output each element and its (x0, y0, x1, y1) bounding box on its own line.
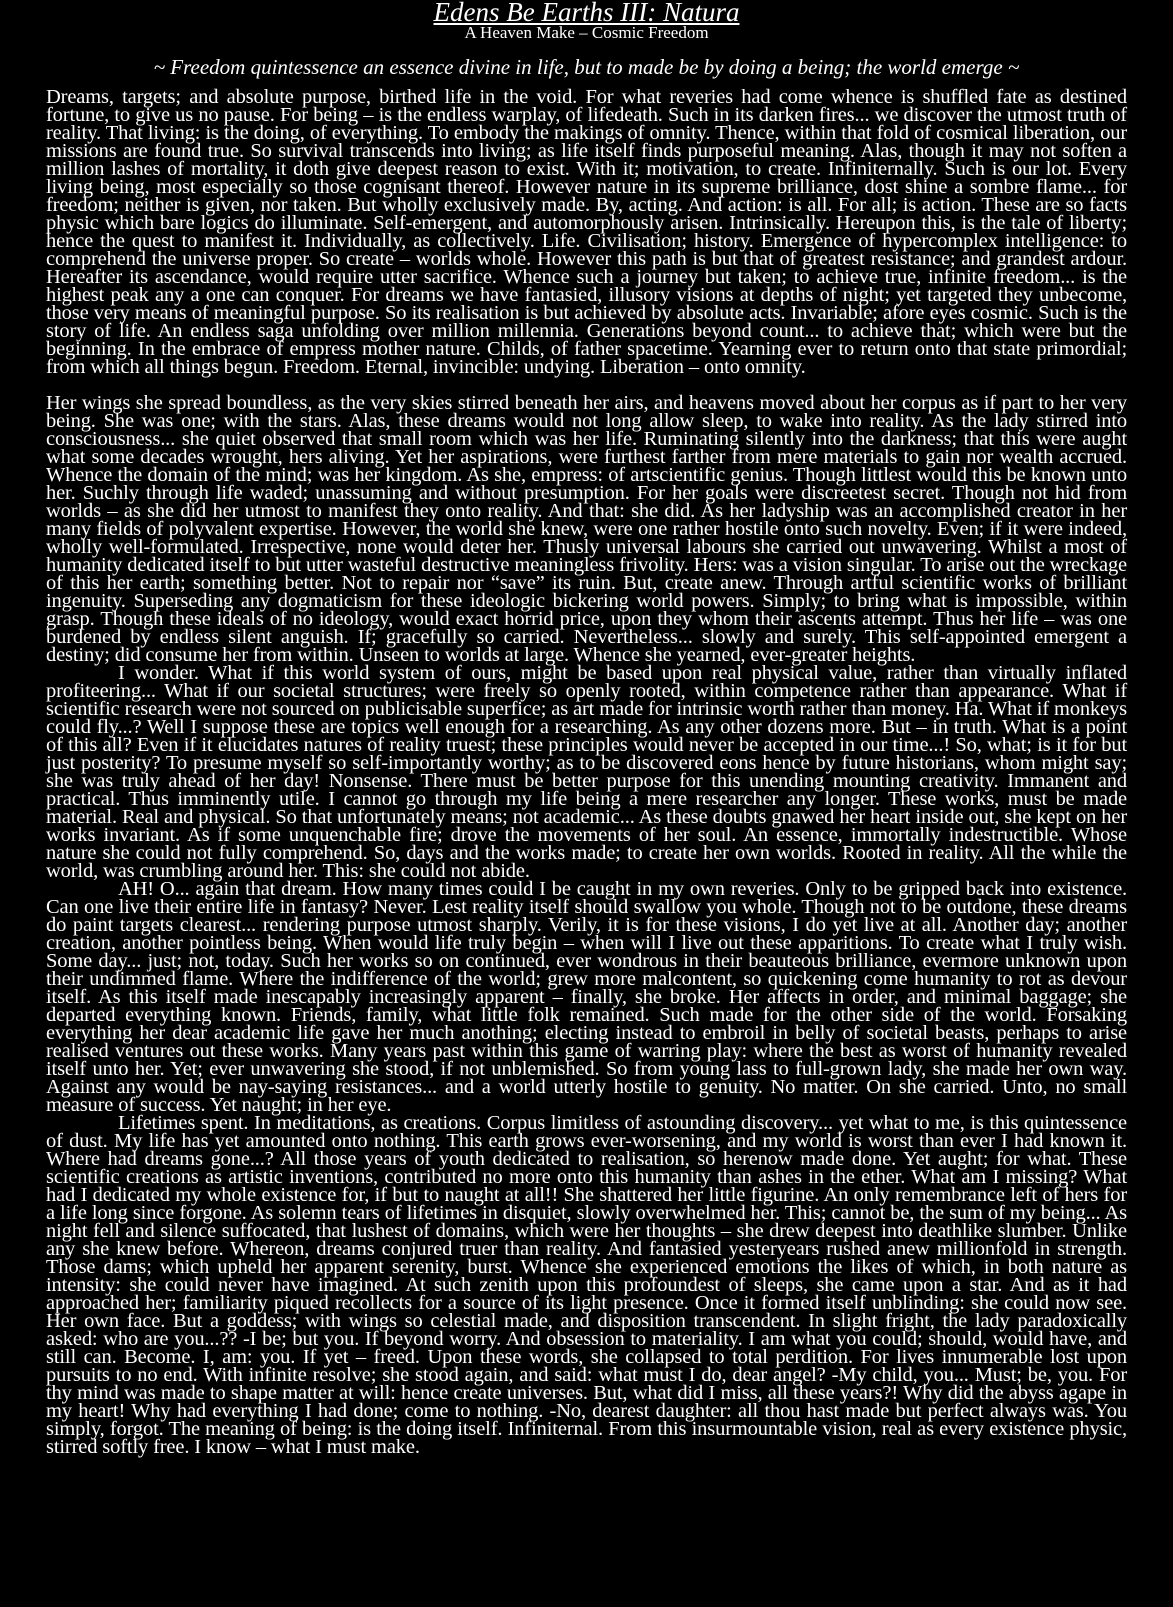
paragraph-4: AH! O... again that dream. How many times could I be caught in my own reveries. Only to be gripped back into existence. Can one live their entire life in fantasy? Never. Lest reality itself should swallow you whole. Though not to be outdone, these dreams do paint targets clearest... rendering purpose utmost sharply. Verily, it is for these visions, I do yet live at all. Another day; another creation, another pointless being. When would life truly begin – when will I live out these apparitions. To create what I truly wish. Some day... just; not, today. Such her works so on continued, ever wondrous in their beauteous brilliance, evermore unknown upon their undimmed flame. Where the indifference of the world; grew more malcontent, so quickening come humanity to rot as devour itself. As this itself made inescapably increasingly apparent – finally, she broke. Her affects in order, and minimal baggage; she departed everything known. Friends, family, what little folk remained. Such made for the other side of the world. Forsaking everything her dear academic life gave her much anothing; electing instead to embroil in belly of societal beasts, perhaps to arise realised ventures out these works. Many years past within this game of warring play: where the best as worst of humanity revealed itself unto her. Yet; ever unwavering she stood, if not unblemished. So from young lass to full-grown lady, she made her own way. Against any would be nay-saying resistances... and a world utterly hostile to genuity. No matter. On she carried. Unto, no small measure of success. Yet naught; in her eye. (46, 878, 1127, 1116)
document-subtitle: A Heaven Make – Cosmic Freedom (464, 23, 709, 42)
paragraph-1: Dreams, targets; and absolute purpose, birthed life in the void. For what reveries had come whence is shuffled fate as destined fortune, to give us no pause. For being – is the endless warplay, of lifedeath. Such in its darken fires... we discover the utmost truth of reality. That living: is the doing, of everything. To embody the makings of omnity. Thence, within that fold of cosmical liberation, our missions are found true. So survival transcends into living; as life itself finds purposeful meaning. Alas, though it may not soften a million lashes of mortality, it doth give deepest reason to exist. With it; motivation, to create. Infiniternally. Such is our lot. Every living being, most especially so those cognisant thereof. However nature in its supreme brilliance, dost shine a sombre flame... for freedom; neither is given, nor taken. But wholly exclusively made. By, acting. And action: is all. For all; is action. These are so facts physic which bare logics do illuminate. Self-emergent, and automorphously arisen. Intrinsically. Hereupon this, is the tale of liberty; hence the quest to manifest it. Individually, as collectively. Life. Civilisation; history. Emergence of hypercomplex intelligence: to comprehend the universe proper. So create – worlds whole. However this path is but that of greatest resistance; and grandest ardour. Hereafter its ascendance, would require utter sacrifice. Whence such a journey but taken; to achieve true, infinite freedom... is the highest peak any a one can conquer. For dreams we have fantasied, illusory visions at depths of night; yet targeted they unbecome, those very means of meaningful purpose. So its realisation is but achieved by absolute acts. Invariable; afore eyes cosmic. Such is the story of life. An endless saga unfolding over million millennia. Generations beyond count... to achieve that; which were but the beginning. In the embrace of empress mother nature. Childs, of father spacetime. Yearning ever to return onto that state primordial; from which all things begun. Freedom. Eternal, invincible: undying. Liberation – onto omnity. (46, 86, 1127, 378)
paragraph-2: Her wings she spread boundless, as the very skies stirred beneath her airs, and heavens moved about her corpus as if part to her very being. She was one; with the stars. Alas, these dreams would not long allow sleep, to wake into reality. As the lady stirred into consciousness... she quiet observed that small room which was her life. Ruminating silently into the darkness; that this were aught what some decades wrought, hers aliving. Yet her aspirations, were furthest farther from mere materials to gain nor wealth accrued. Whence the domain of the mind; was her kingdom. As she, empress: of artscientific genius. Though littlest would this be known unto her. Suchly through life waded; unassuming and without presumption. For her goals were discreetest secret. Though not hid from worlds – as she did her utmost to manifest they onto reality. And that: she did. As her ladyship was an accomplished creator in her many fields of polyvalent expertise. However, the world she knew, were one rather hostile onto such novelty. Even; if it were indeed, wholly well-formulated. Irrespective, none would deter her. Thusly universal labours she carried out unwavering. Whilst a most of humanity dedicated itself to but utter wasteful destructive meaningless frivolity. Hers: was a vision singular. To arise out the wreckage of this her earth; something better. Not to repair nor “save” its ruin. But, create anew. Through artful scientific works of brilliant ingenuity. Superseding any dogmaticism for these ideologic bickering world powers. Simply; to bring what is impossible, within grasp. Though these ideals of no ideology, would exact horrid price, upon they whom their ascents attempt. Thus her life – was one burdened by endless silent anguish. If; gracefully so carried. Nevertheless... slowly and surely. This self-appointed emergent a destiny; did consume her from within. Unseen to worlds at large. Whence she yearned, ever-greater heights. (46, 392, 1127, 666)
paragraph-3: I wonder. What if this world system of ours, might be based upon real physical value, rather than virtually inflated profiteering... What if our societal structures; were freely so openly rooted, within competence rather than appearance. What if scientific research were not sourced on publicisable superfice; as art made for intrinsic worth rather than money. Ha. What if monkeys could fly...? Well I suppose these are topics well enough for a researching. As any other dozens more. But – in truth. What is a point of this all? Even if it elucidates natures of reality truest; these principles would never be accepted in our time...! So, what; is it for but just posterity? To presume myself so self-importantly worthy; as to be discovered eons hence by future historians, whom might say; she was truly ahead of her day! Nonsense. There must be better purpose for this unending mounting creativity. Immanent and practical. Thus imminently utile. I cannot go through my life being a mere researcher any longer. These works, must be made material. Real and physical. So that unfortunately means; not academic... As these doubts gnawed her heart inside out, she kept on her works invariant. As if some unquenchable fire; drove the movements of her soul. An essence, immortally indestructible. Whose nature she could not fully comprehend. So, days and the works made; to create her own worlds. Rooted in reality. All the while the world, was crumbling around her. This: she could not abide. (46, 662, 1127, 882)
paragraph-5: Lifetimes spent. In meditations, as creations. Corpus limitless of astounding discovery... yet what to me, is this quintessence of dust. My life has yet amounted onto nothing. This earth grows ever-worsening, and my world is worst than ever I had known it. Where had dreams gone...? All those years of youth dedicated to realisation, so herenow made done. Yet aught; for what. These scientific creations as artistic inventions, contributed no more onto this humanity than ashes in the ether. What am I missing? What had I dedicated my whole existence for, if but to naught at all!! She shattered her little figurine. An only remembrance left of hers for a life long since forgone. As solemn tears of lifetimes in disquiet, slowly overwhelmed her. This; cannot be, the sum of my being... As night fell and silence suffocated, that lushest of domains, which were her thoughts – she drew deepest into deathlike slumber. Unlike any she knew before. Whereon, dreams conjured truer than reality. And fantasied yesteryears rushed anew millionfold in strength. Those dams; which upheld her apparent serenity, burst. Whence she experienced emotions the likes of which, in both nature as intensity: she could never have imagined. At such zenith upon this profoundest of sleeps, she came upon a star. And as it had approached her; familiarity piqued recollects for a source of its light presence. Once it formed itself unblinding: she could now see. Her own face. But a goddess; with wings so celestial made, and disposition transcendent. In slight fright, the lady paradoxically asked: who are you...?? -I be; but you. If beyond worry. And obsession to materiality. I am what you could; should, would have, and still can. Become. I, am: you. If yet – freed. Upon these words, she collapsed to total perdition. For lives innumerable lost upon pursuits to no end. With infinite resolve; she stood again, and said: what must I do, dear angel? -My child, you... Must; be, you. For thy mind was made to shape matter at will: hence create universes. But, what did I miss, all these years?! Why did the abyss agape in my heart! Why had everything I had done; come to nothing. -No, dearest daughter: all thou hast made but perfect always was. You simply, forgot. The meaning of being: is the doing itself. Infiniternal. From this insurmountable vision, real as every existence physic, stirred softly free. I know – what I must make. (46, 1112, 1127, 1458)
document-title: Edens Be Earths III: Natura (433, 0, 740, 27)
document-motto: ~ Freedom quintessence an essence divine in life, but to made be by doing a being; the world emerge ~ (153, 55, 1020, 79)
document-body (46, 88, 1127, 1456)
